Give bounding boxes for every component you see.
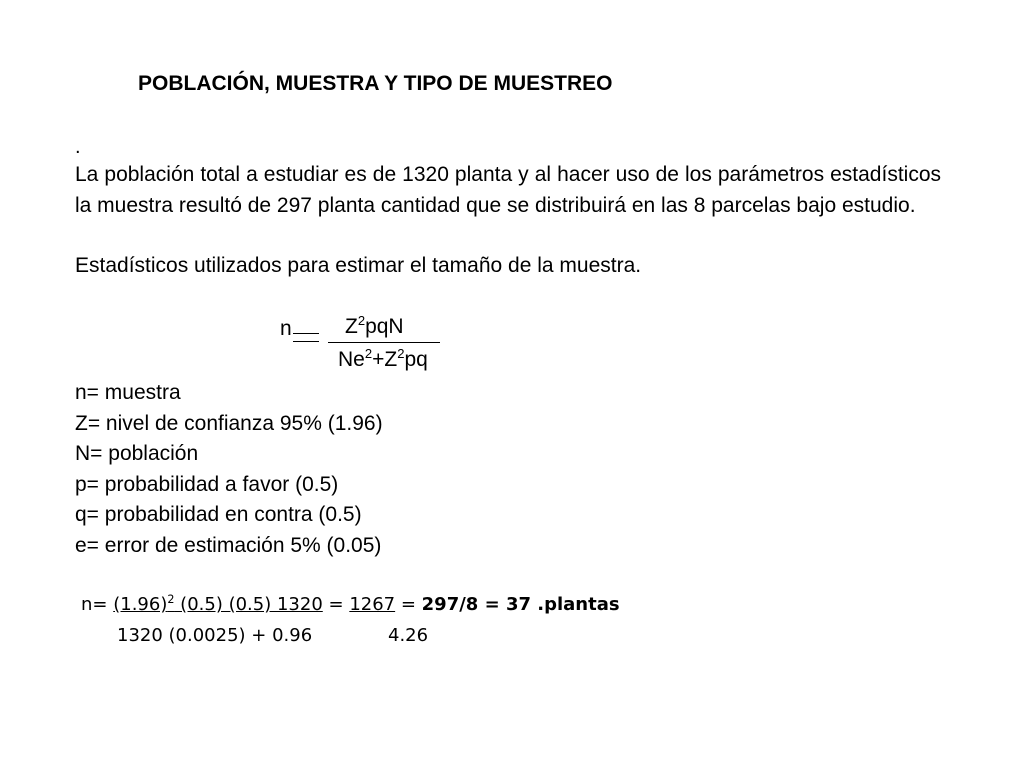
- formula-denominator: $Ne^2+Z^2pq$: [338, 346, 428, 371]
- definition-big-n: N= población: [75, 442, 199, 466]
- definition-n: n= muestra: [75, 381, 181, 404]
- formula-lhs: n: [280, 317, 292, 340]
- formula-equals-sign: [293, 333, 319, 342]
- variable-definitions: [75, 378, 383, 562]
- calculation-denominator-right: 4.26: [388, 625, 429, 646]
- formula-numerator: $Z^2pqN$: [345, 313, 404, 338]
- slide-title: POBLACIÓN, MUESTRA Y TIPO DE MUESTREO: [138, 72, 613, 95]
- calculation-denominator-left: 1320 (0.0025) + 0.96: [117, 625, 313, 646]
- definition-p: p= probabilidad a favor (0.5): [75, 472, 339, 496]
- bullet-dot: .: [75, 136, 81, 158]
- calculation-result: 297/8 = 37 .plantas: [421, 594, 620, 615]
- definition-q: q= probabilidad en contra (0.5): [75, 503, 362, 527]
- definition-z: Z= nivel de confianza 95% (1.96): [75, 411, 383, 435]
- statistics-heading: Estadísticos utilizados para estimar el tamaño de la muestra.: [75, 254, 642, 277]
- formula-fraction-bar: [328, 342, 440, 343]
- calculation-numerator-line: $n= (1.96)^2$ (0.5) (0.5) 1320 = 1267 = 297/8 = 37 .plantas: [81, 593, 620, 615]
- definition-e: e= error de estimación 5% (0.05): [75, 533, 382, 557]
- intro-paragraph: La población total a estudiar es de 1320 planta y al hacer uso de los parámetros estadísticos la muestra resultó de 297 planta cantidad que se distribuirá en las 8 parcelas bajo estudio.: [75, 163, 941, 217]
